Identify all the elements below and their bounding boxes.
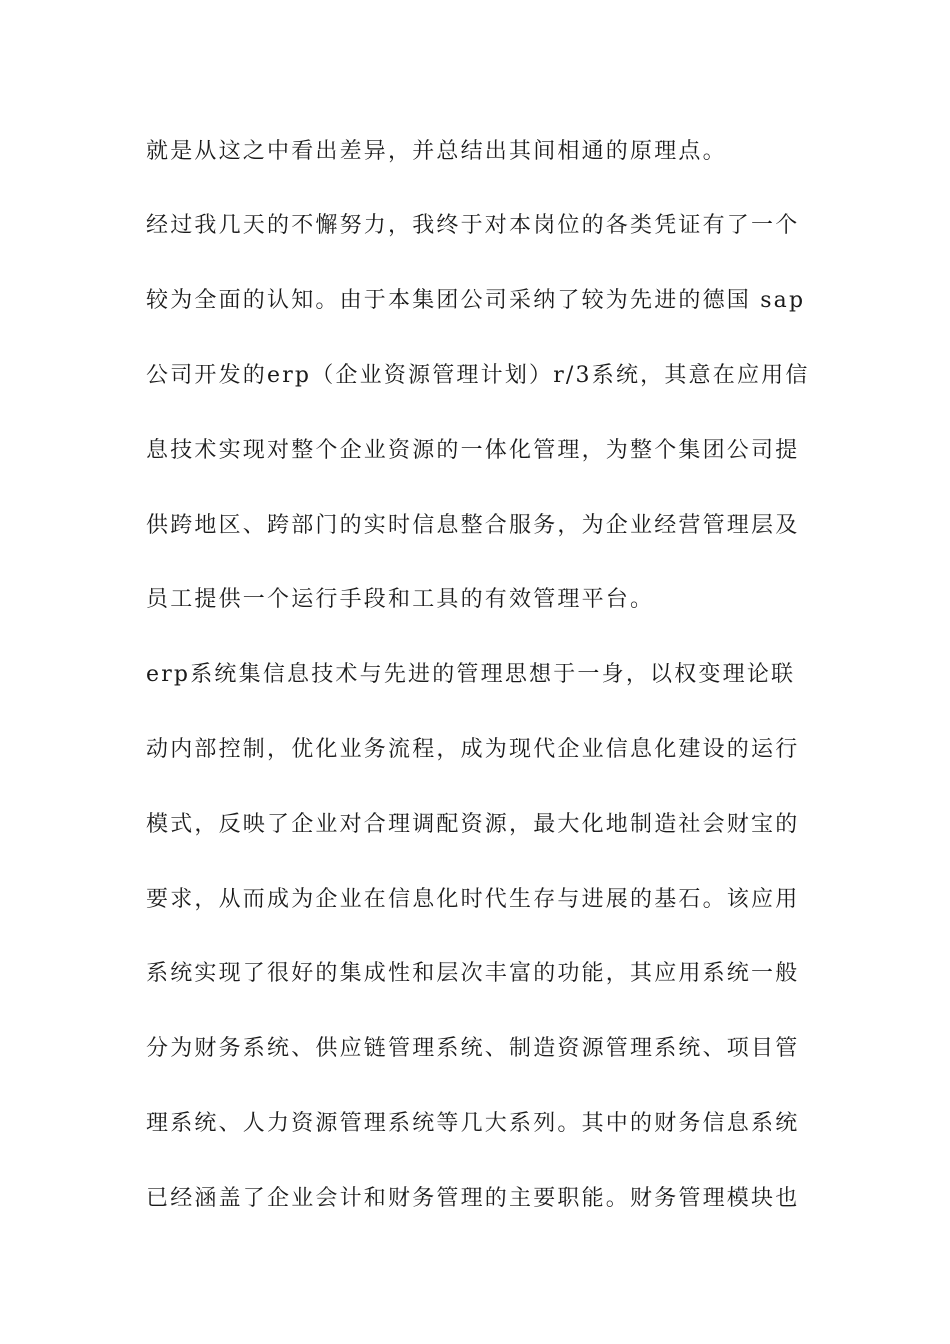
text-line: 动内部控制，优化业务流程，成为现代企业信息化建设的运行 (146, 737, 800, 762)
text-line: 已经涵盖了企业会计和财务管理的主要职能。财务管理模块也 (146, 1186, 800, 1211)
text-line: 分为财务系统、供应链管理系统、制造资源管理系统、项目管 (146, 1036, 800, 1061)
text-line: 就是从这之中看出差异，并总结出其间相通的原理点。 (146, 139, 727, 164)
text-line: 员工提供一个运行手段和工具的有效管理平台。 (146, 587, 655, 612)
text-line: 较为全面的认知。由于本集团公司采纳了较为先进的德国 sap (146, 288, 806, 313)
text-line: erp系统集信息技术与先进的管理思想于一身，以权变理论联 (146, 662, 796, 687)
text-line: 供跨地区、跨部门的实时信息整合服务，为企业经营管理层及 (146, 513, 800, 538)
text-line: 公司开发的erp（企业资源管理计划）r/3系统，其意在应用信 (146, 363, 810, 388)
text-line: 理系统、人力资源管理系统等几大系列。其中的财务信息系统 (146, 1111, 800, 1136)
text-line: 系统实现了很好的集成性和层次丰富的功能，其应用系统一般 (146, 961, 800, 986)
text-line: 要求，从而成为企业在信息化时代生存与进展的基石。该应用 (146, 887, 800, 912)
text-line: 经过我几天的不懈努力，我终于对本岗位的各类凭证有了一个 (146, 213, 800, 238)
text-line: 息技术实现对整个企业资源的一体化管理，为整个集团公司提 (146, 438, 800, 463)
text-line: 模式，反映了企业对合理调配资源，最大化地制造社会财宝的 (146, 812, 800, 837)
